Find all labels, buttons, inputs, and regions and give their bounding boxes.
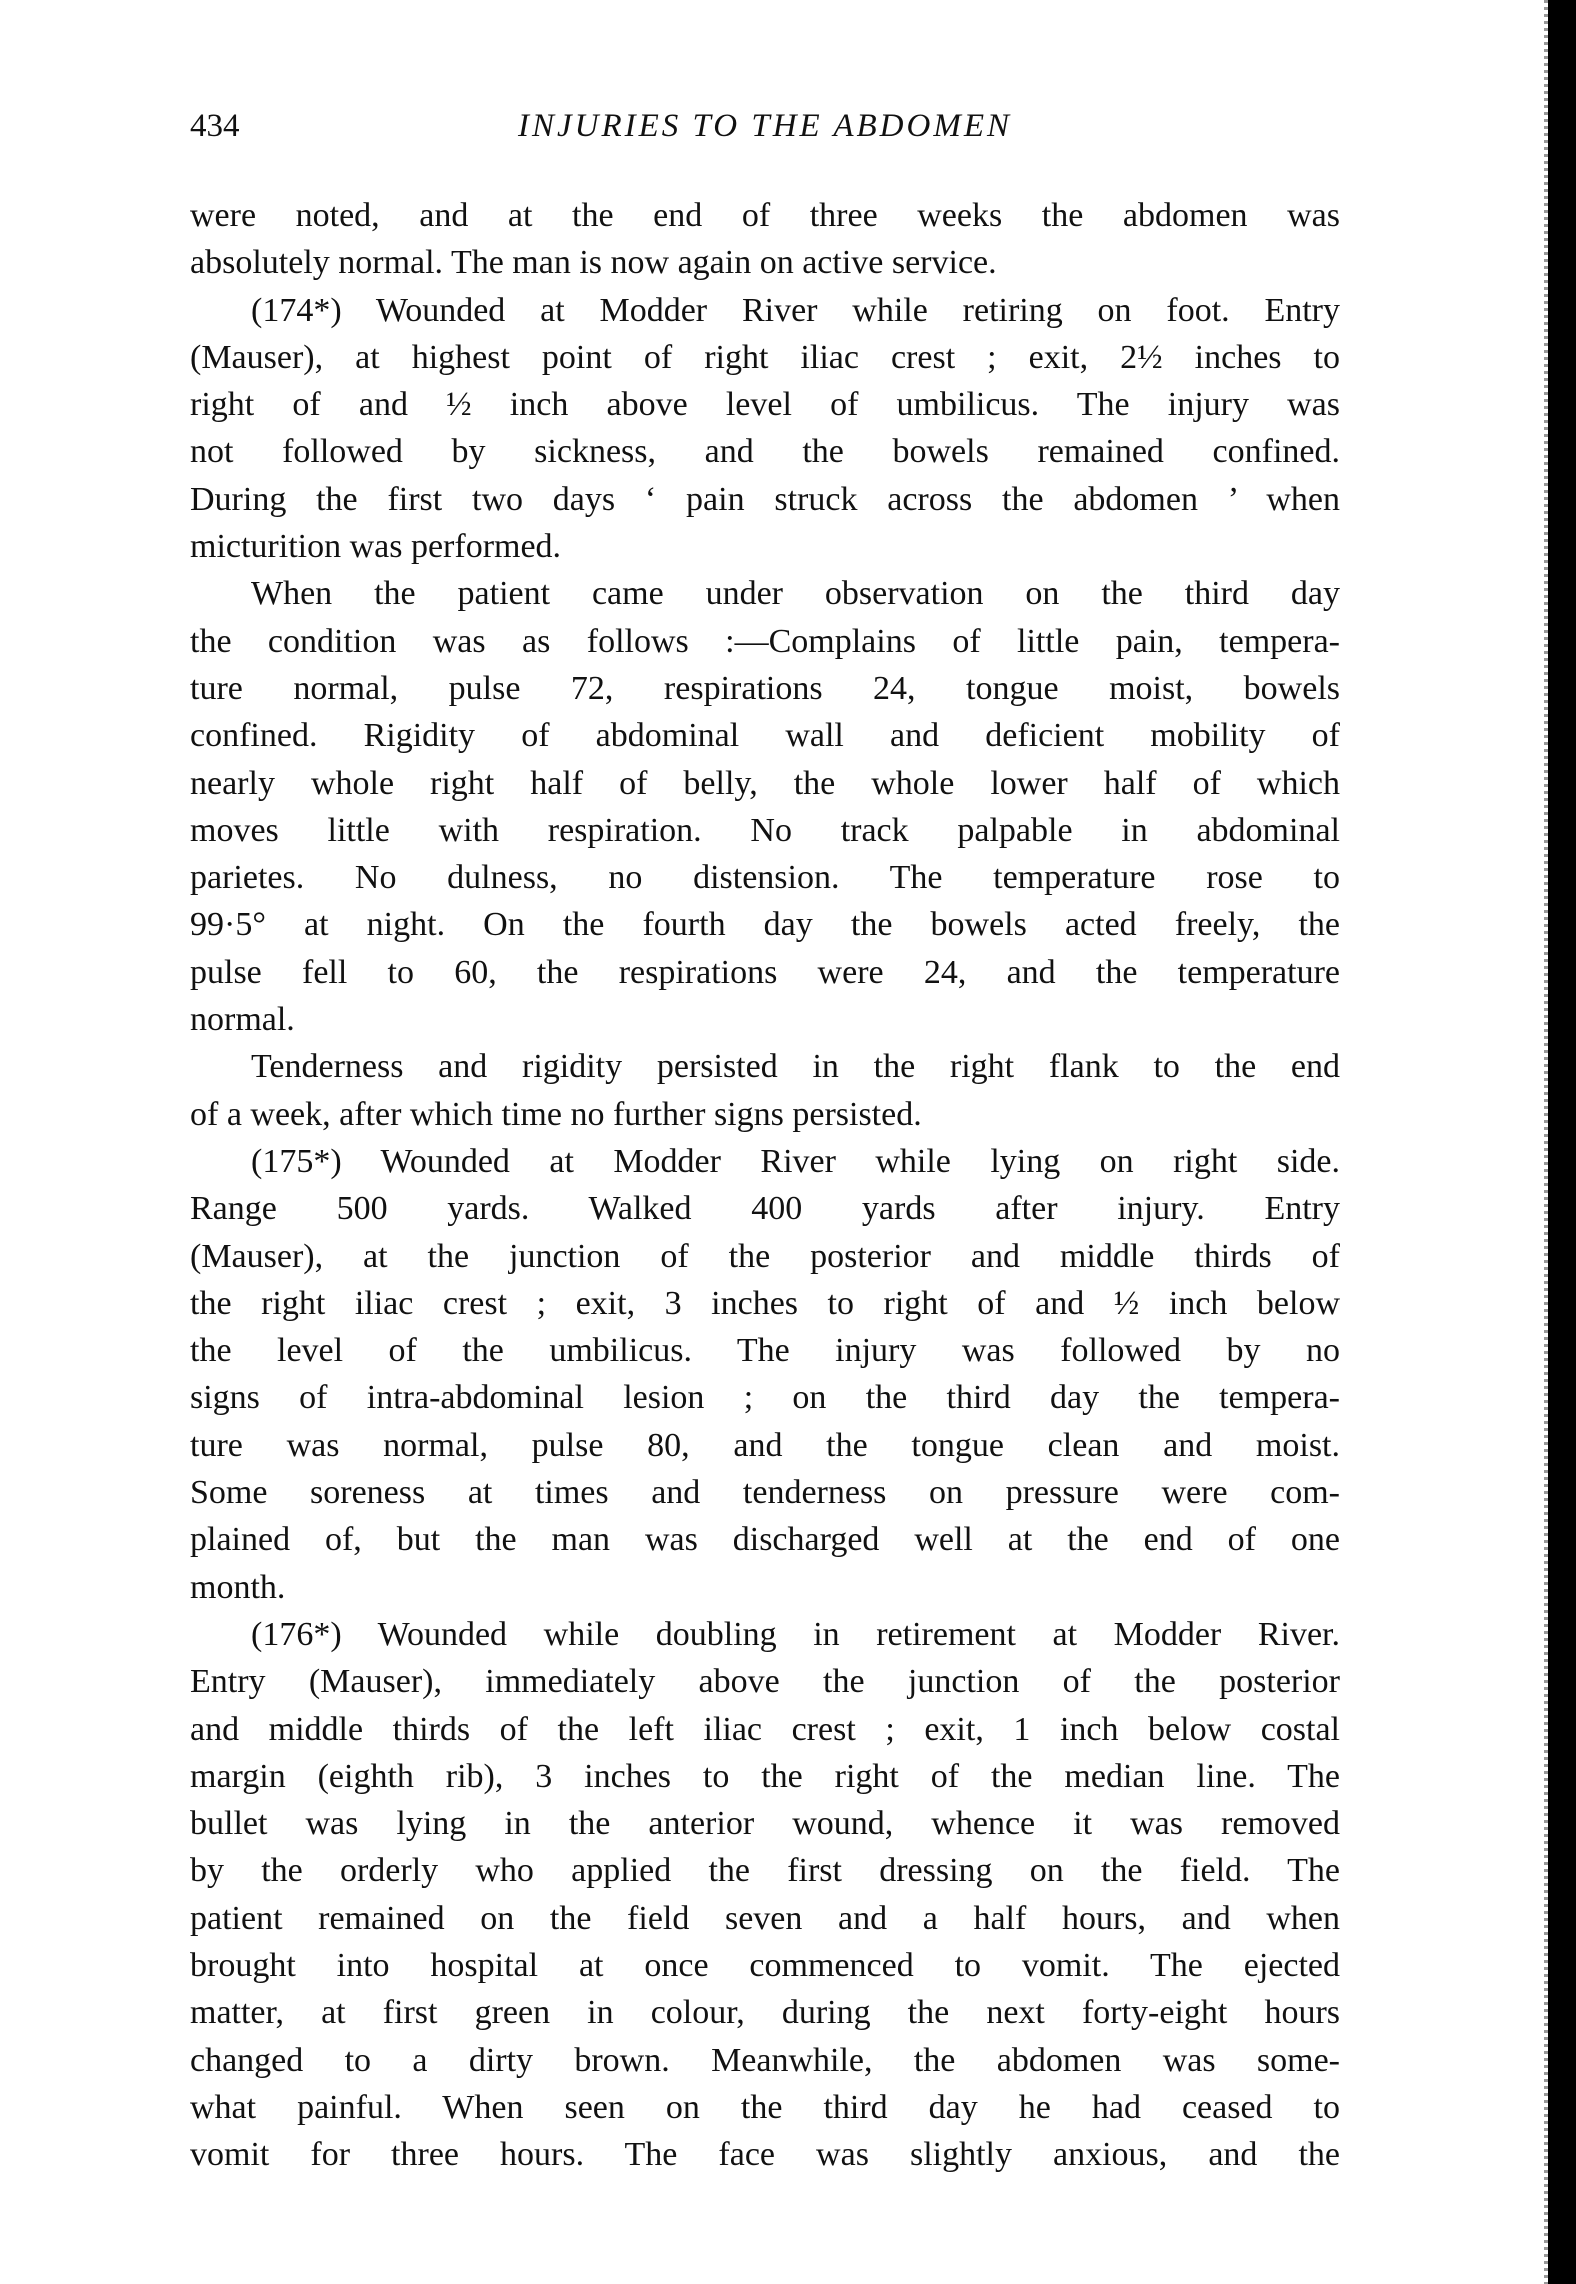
text-line-content: parietes. No dulness, no distension. The temperature rose to (190, 859, 1340, 897)
text-line (190, 1043, 1340, 1090)
text-line (190, 1091, 1340, 1138)
text-line (190, 2037, 1340, 2084)
text-line (190, 428, 1340, 475)
text-line-content: the level of the umbilicus. The injury was followed by no (190, 1332, 1340, 1370)
text-line (190, 334, 1340, 381)
text-line-content: brought into hospital at once commenced to vomit. The ejected (190, 1946, 1340, 1984)
text-line-content: were noted, and at the end of three weeks the abdomen was (190, 197, 1340, 234)
text-line (190, 901, 1340, 948)
text-line (190, 1611, 1340, 1658)
text-line (190, 1564, 1340, 1611)
text-line-content: margin (eighth rib), 3 inches to the right of the median line. The (190, 1757, 1340, 1795)
text-line (190, 807, 1340, 854)
text-line (190, 2131, 1340, 2178)
text-line-content: of a week, after which time no further signs persisted. (190, 1095, 922, 1133)
text-line (190, 1658, 1340, 1705)
text-line-content: month. (190, 1568, 286, 1606)
text-line-content: matter, at first green in colour, during the next forty-eight hours (190, 1994, 1340, 2032)
text-line-content: micturition was performed. (190, 528, 562, 566)
text-line (190, 1327, 1340, 1374)
text-line-content: Range 500 yards. Walked 400 yards after injury. Entry (190, 1190, 1340, 1228)
text-line-content: nearly whole right half of belly, the whole lower half of which (190, 764, 1340, 802)
text-line-content: ture normal, pulse 72, respirations 24, tongue moist, bowels (190, 669, 1340, 707)
text-line (190, 1942, 1340, 1989)
text-line (190, 712, 1340, 759)
text-line (190, 1800, 1340, 1847)
text-line (190, 1138, 1340, 1185)
scan-edge-shadow (1548, 0, 1576, 2284)
text-line-content: During the first two days ‘ pain struck across the abdomen ’ when (190, 480, 1340, 518)
text-line (190, 192, 1340, 239)
text-line (190, 1516, 1340, 1563)
text-line (190, 665, 1340, 712)
text-line-content: what painful. When seen on the third day he had ceased to (190, 2088, 1340, 2126)
running-title: INJURIES TO THE ABDOMEN (517, 108, 1012, 144)
text-line-content: vomit for three hours. The face was slightly anxious, and the (190, 2136, 1340, 2174)
text-line (190, 1280, 1340, 1327)
body-text (190, 192, 1340, 2178)
text-line-content: (Mauser), at the junction of the posterior and middle thirds of (190, 1237, 1340, 1275)
text-line (190, 570, 1340, 617)
text-line (190, 476, 1340, 523)
text-line-content: ture was normal, pulse 80, and the tongue clean and moist. (190, 1426, 1340, 1464)
text-line-content: absolutely normal. The man is now again on active service. (190, 244, 997, 282)
text-line (190, 760, 1340, 807)
text-line-content: the right iliac crest ; exit, 3 inches to right of and ½ inch below (190, 1284, 1340, 1322)
text-line-content: confined. Rigidity of abdominal wall and deficient mobility of (190, 717, 1340, 755)
text-line (190, 381, 1340, 428)
text-line-content: plained of, but the man was discharged well at the end of one (190, 1521, 1340, 1559)
text-line-content: Entry (Mauser), immediately above the junction of the posterior (190, 1663, 1340, 1701)
text-line-content: 99·5° at night. On the fourth day the bowels acted freely, the (190, 906, 1340, 944)
text-line (190, 2084, 1340, 2131)
text-line-content: Some soreness at times and tenderness on pressure were com- (190, 1474, 1340, 1512)
text-line-content: (174*) Wounded at Modder River while retiring on foot. Entry (251, 291, 1340, 329)
text-line-content: and middle thirds of the left iliac crest ; exit, 1 inch below costal (190, 1710, 1340, 1748)
text-line-content: right of and ½ inch above level of umbilicus. The injury was (190, 386, 1340, 424)
text-line (190, 1706, 1340, 1753)
text-line (190, 287, 1340, 334)
text-line-content: by the orderly who applied the first dressing on the field. The (190, 1852, 1340, 1890)
text-line (190, 618, 1340, 665)
text-line (190, 1753, 1340, 1800)
text-line-content: changed to a dirty brown. Meanwhile, the abdomen was some- (190, 2041, 1340, 2079)
text-line (190, 1895, 1340, 1942)
text-line-content: Tenderness and rigidity persisted in the right flank to the end (251, 1048, 1340, 1086)
text-line (190, 1233, 1340, 1280)
text-line (190, 1847, 1340, 1894)
text-line (190, 949, 1340, 996)
text-line (190, 854, 1340, 901)
text-line-content: the condition was as follows :—Complains of little pain, tempera- (190, 622, 1340, 660)
text-line (190, 996, 1340, 1043)
text-line (190, 1374, 1340, 1421)
text-line-content: not followed by sickness, and the bowels remained confined. (190, 433, 1340, 471)
text-line-content: moves little with respiration. No track palpable in abdominal (190, 811, 1340, 849)
text-line (190, 1422, 1340, 1469)
text-line (190, 523, 1340, 570)
text-line (190, 1989, 1340, 2036)
text-line-content: bullet was lying in the anterior wound, whence it was removed (190, 1805, 1340, 1843)
text-line (190, 1469, 1340, 1516)
running-header (190, 108, 1340, 158)
text-line-content: (175*) Wounded at Modder River while lying on right side. (251, 1142, 1340, 1180)
text-line (190, 239, 1340, 286)
text-line-content: patient remained on the field seven and a half hours, and when (190, 1899, 1340, 1937)
text-line-content: normal. (190, 1001, 295, 1039)
text-line-content: (176*) Wounded while doubling in retirement at Modder River. (251, 1615, 1340, 1653)
text-line (190, 1185, 1340, 1232)
text-line-content: When the patient came under observation on the third day (251, 575, 1340, 613)
text-line-content: signs of intra-abdominal lesion ; on the third day the tempera- (190, 1379, 1340, 1417)
text-line-content: pulse fell to 60, the respirations were 24, and the temperature (190, 953, 1340, 991)
page-number: 434 (190, 108, 240, 144)
text-line-content: (Mauser), at highest point of right iliac crest ; exit, 2½ inches to (190, 338, 1340, 376)
